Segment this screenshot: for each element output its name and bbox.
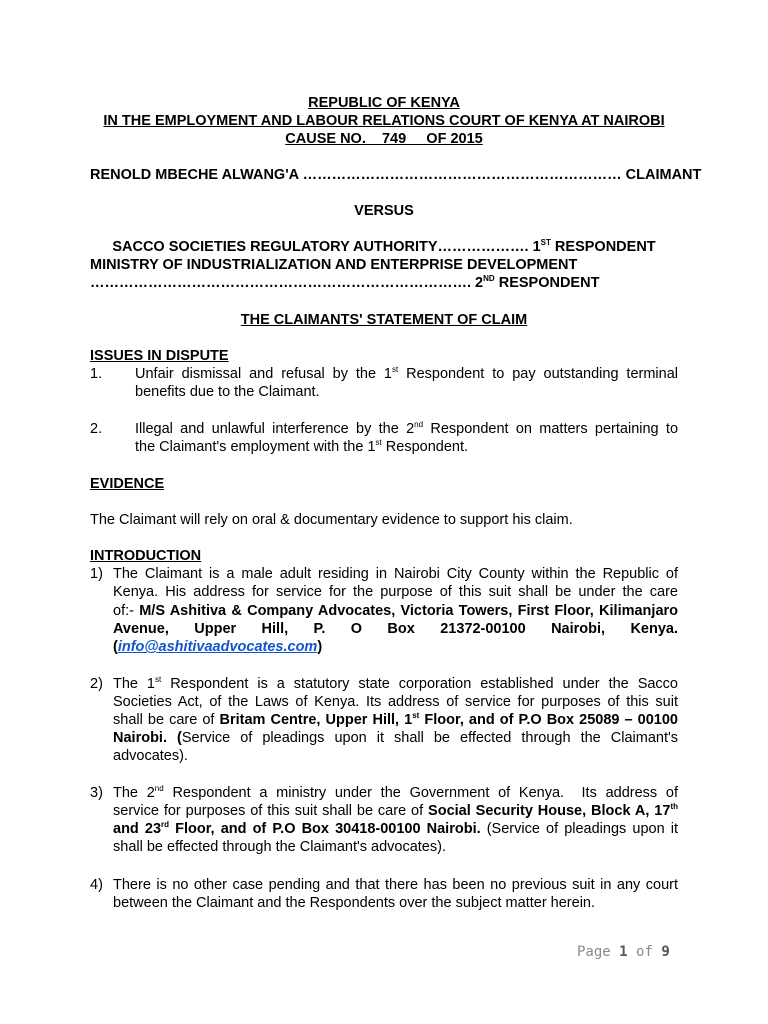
intro-2-line-2: Societies Act, of the Laws of Kenya. Its address of service for purposes of this suit (113, 694, 678, 710)
respondent2-line (90, 274, 599, 292)
issue-2-text-d: Respondent. (381, 439, 469, 455)
issue-2-text-a: Illegal and unlawful interference by the 2 (135, 421, 415, 437)
issues-heading: ISSUES IN DISPUTE (90, 348, 229, 364)
intro-3-line-1 (113, 784, 678, 802)
issue-1-number: 1. (90, 366, 103, 382)
intro-3-floor-ordinal: th (670, 802, 678, 812)
respondent1-name: SACCO SOCIETIES REGULATORY AUTHORITY………………. 1 (112, 239, 541, 255)
intro-4-line-1: There is no other case pending and that there has been no previous suit in any court (113, 877, 678, 893)
claimant-role: CLAIMANT (625, 167, 702, 183)
intro-3-line-3 (113, 820, 678, 838)
header-republic: REPUBLIC OF KENYA (308, 95, 460, 111)
issue-2-line-2 (135, 438, 468, 456)
intro-4-number: 4) (90, 877, 103, 893)
intro-3-number: 3) (90, 785, 103, 801)
intro-2-care-of: shall be care of (113, 712, 220, 728)
issue-1-text-b: Respondent to pay outstanding terminal (398, 366, 678, 382)
header-court: IN THE EMPLOYMENT AND LABOUR RELATIONS COURT OF KENYA AT NAIROBI (103, 113, 665, 129)
issue-1-line-1 (135, 365, 678, 383)
claimant-line (90, 166, 702, 184)
total-pages: 9 (661, 944, 670, 960)
claimant-dots: ………………………………………………………… (298, 167, 622, 183)
intro-2-text-a: The 1 (113, 676, 156, 692)
intro-3-care-of: service for purposes of this suit shall be care of (113, 803, 429, 819)
intro-1-line-3 (113, 602, 678, 620)
issue-2-ordinal-2: st (375, 438, 382, 448)
intro-3-text-b: Respondent a ministry under the Government of Kenya. Its address of (163, 785, 678, 801)
evidence-heading: EVIDENCE (90, 476, 165, 492)
issue-2-text-c: the Claimant's employment with the 1 (135, 439, 376, 455)
evidence-text: The Claimant will rely on oral & documentary evidence to support his claim. (90, 512, 573, 528)
respondent1-role: RESPONDENT (550, 239, 656, 255)
issue-2-ordinal: nd (414, 420, 424, 430)
intro-1-line-5 (113, 638, 322, 656)
intro-2-nairobi: Nairobi. ( (113, 730, 182, 746)
current-page: 1 (619, 944, 628, 960)
respondent1-ordinal: ST (540, 238, 551, 248)
intro-2-number: 2) (90, 676, 103, 692)
intro-2-line-3 (113, 711, 678, 729)
issue-1-ordinal: st (392, 365, 399, 375)
intro-1-line-1: The Claimant is a male adult residing in Nairobi City County within the Republic of (113, 566, 678, 582)
intro-2-line-1 (113, 675, 678, 693)
respondent2-name: MINISTRY OF INDUSTRIALIZATION AND ENTERPRISE DEVELOPMENT (90, 257, 578, 273)
intro-1-paren-open: ( (113, 639, 118, 655)
header-cause-number: CAUSE NO. 749 OF 2015 (285, 131, 483, 147)
intro-2-line-4 (113, 729, 678, 747)
intro-4-line-2: between the Claimant and the Respondents over the subject matter herein. (113, 895, 596, 911)
page-label: Page (577, 944, 620, 960)
intro-3-floor-ordinal-2: rd (161, 820, 170, 830)
page-number-footer (577, 944, 670, 960)
intro-3-text-a: The 2 (113, 785, 155, 801)
intro-2-address-b: Floor, and of P.O Box 25089 – 00100 (419, 712, 678, 728)
respondent2-ordinal: ND (483, 274, 495, 284)
intro-2-address-a: Britam Centre, Upper Hill, 1 (219, 712, 413, 728)
intro-1-line-4: Avenue, Upper Hill, P. O Box 21372-00100 Nairobi, Kenya. (113, 621, 678, 637)
email-link[interactable]: info@ashitivaadvocates.com (117, 639, 318, 655)
intro-1-of-label: of:- (113, 603, 140, 619)
claimant-name: RENOLD MBECHE ALWANG'A (90, 167, 299, 183)
intro-2-ordinal: st (155, 675, 162, 685)
document-title: THE CLAIMANTS' STATEMENT OF CLAIM (240, 312, 528, 328)
versus-label: VERSUS (354, 203, 414, 219)
intro-3-address-c: Floor, and of P.O Box 30418-00100 Nairobi. (169, 821, 481, 837)
respondent2-role: RESPONDENT (494, 275, 600, 291)
intro-2-floor-ordinal: st (412, 711, 420, 721)
intro-1-advocates: M/S Ashitiva & Company Advocates, Victoria Towers, First Floor, Kilimanjaro (139, 603, 679, 619)
respondent2-dots: ……………………………………………………………………. 2 (90, 275, 484, 291)
intro-1-line-2: Kenya. His address for service for the purpose of this suit shall be under the care (113, 584, 678, 600)
issue-1-line-2: benefits due to the Claimant. (135, 384, 320, 400)
intro-2-line-5: advocates). (113, 748, 188, 764)
intro-3-address-b: and 23 (113, 821, 162, 837)
of-label: of (627, 944, 662, 960)
intro-3-service-text: (Service of pleadings upon it (480, 821, 678, 837)
intro-2-text-b: Respondent is a statutory state corporation established under the Sacco (161, 676, 678, 692)
respondent1-line (90, 238, 678, 256)
introduction-heading: INTRODUCTION (90, 548, 202, 564)
intro-1-number: 1) (90, 566, 103, 582)
issue-2-line-1 (135, 420, 678, 438)
intro-3-ordinal: nd (154, 784, 164, 794)
issue-2-text-b: Respondent on matters pertaining to (423, 421, 679, 437)
issue-2-number: 2. (90, 421, 103, 437)
intro-1-paren-close: ) (317, 639, 323, 655)
intro-3-line-4: shall be effected through the Claimant's advocates). (113, 839, 446, 855)
issue-1-text-a: Unfair dismissal and refusal by the 1 (135, 366, 392, 382)
intro-2-service-text: Service of pleadings upon it shall be effected through the Claimant's (181, 730, 678, 746)
intro-3-line-2 (113, 802, 678, 820)
intro-3-address-a: Social Security House, Block A, 17 (428, 803, 671, 819)
